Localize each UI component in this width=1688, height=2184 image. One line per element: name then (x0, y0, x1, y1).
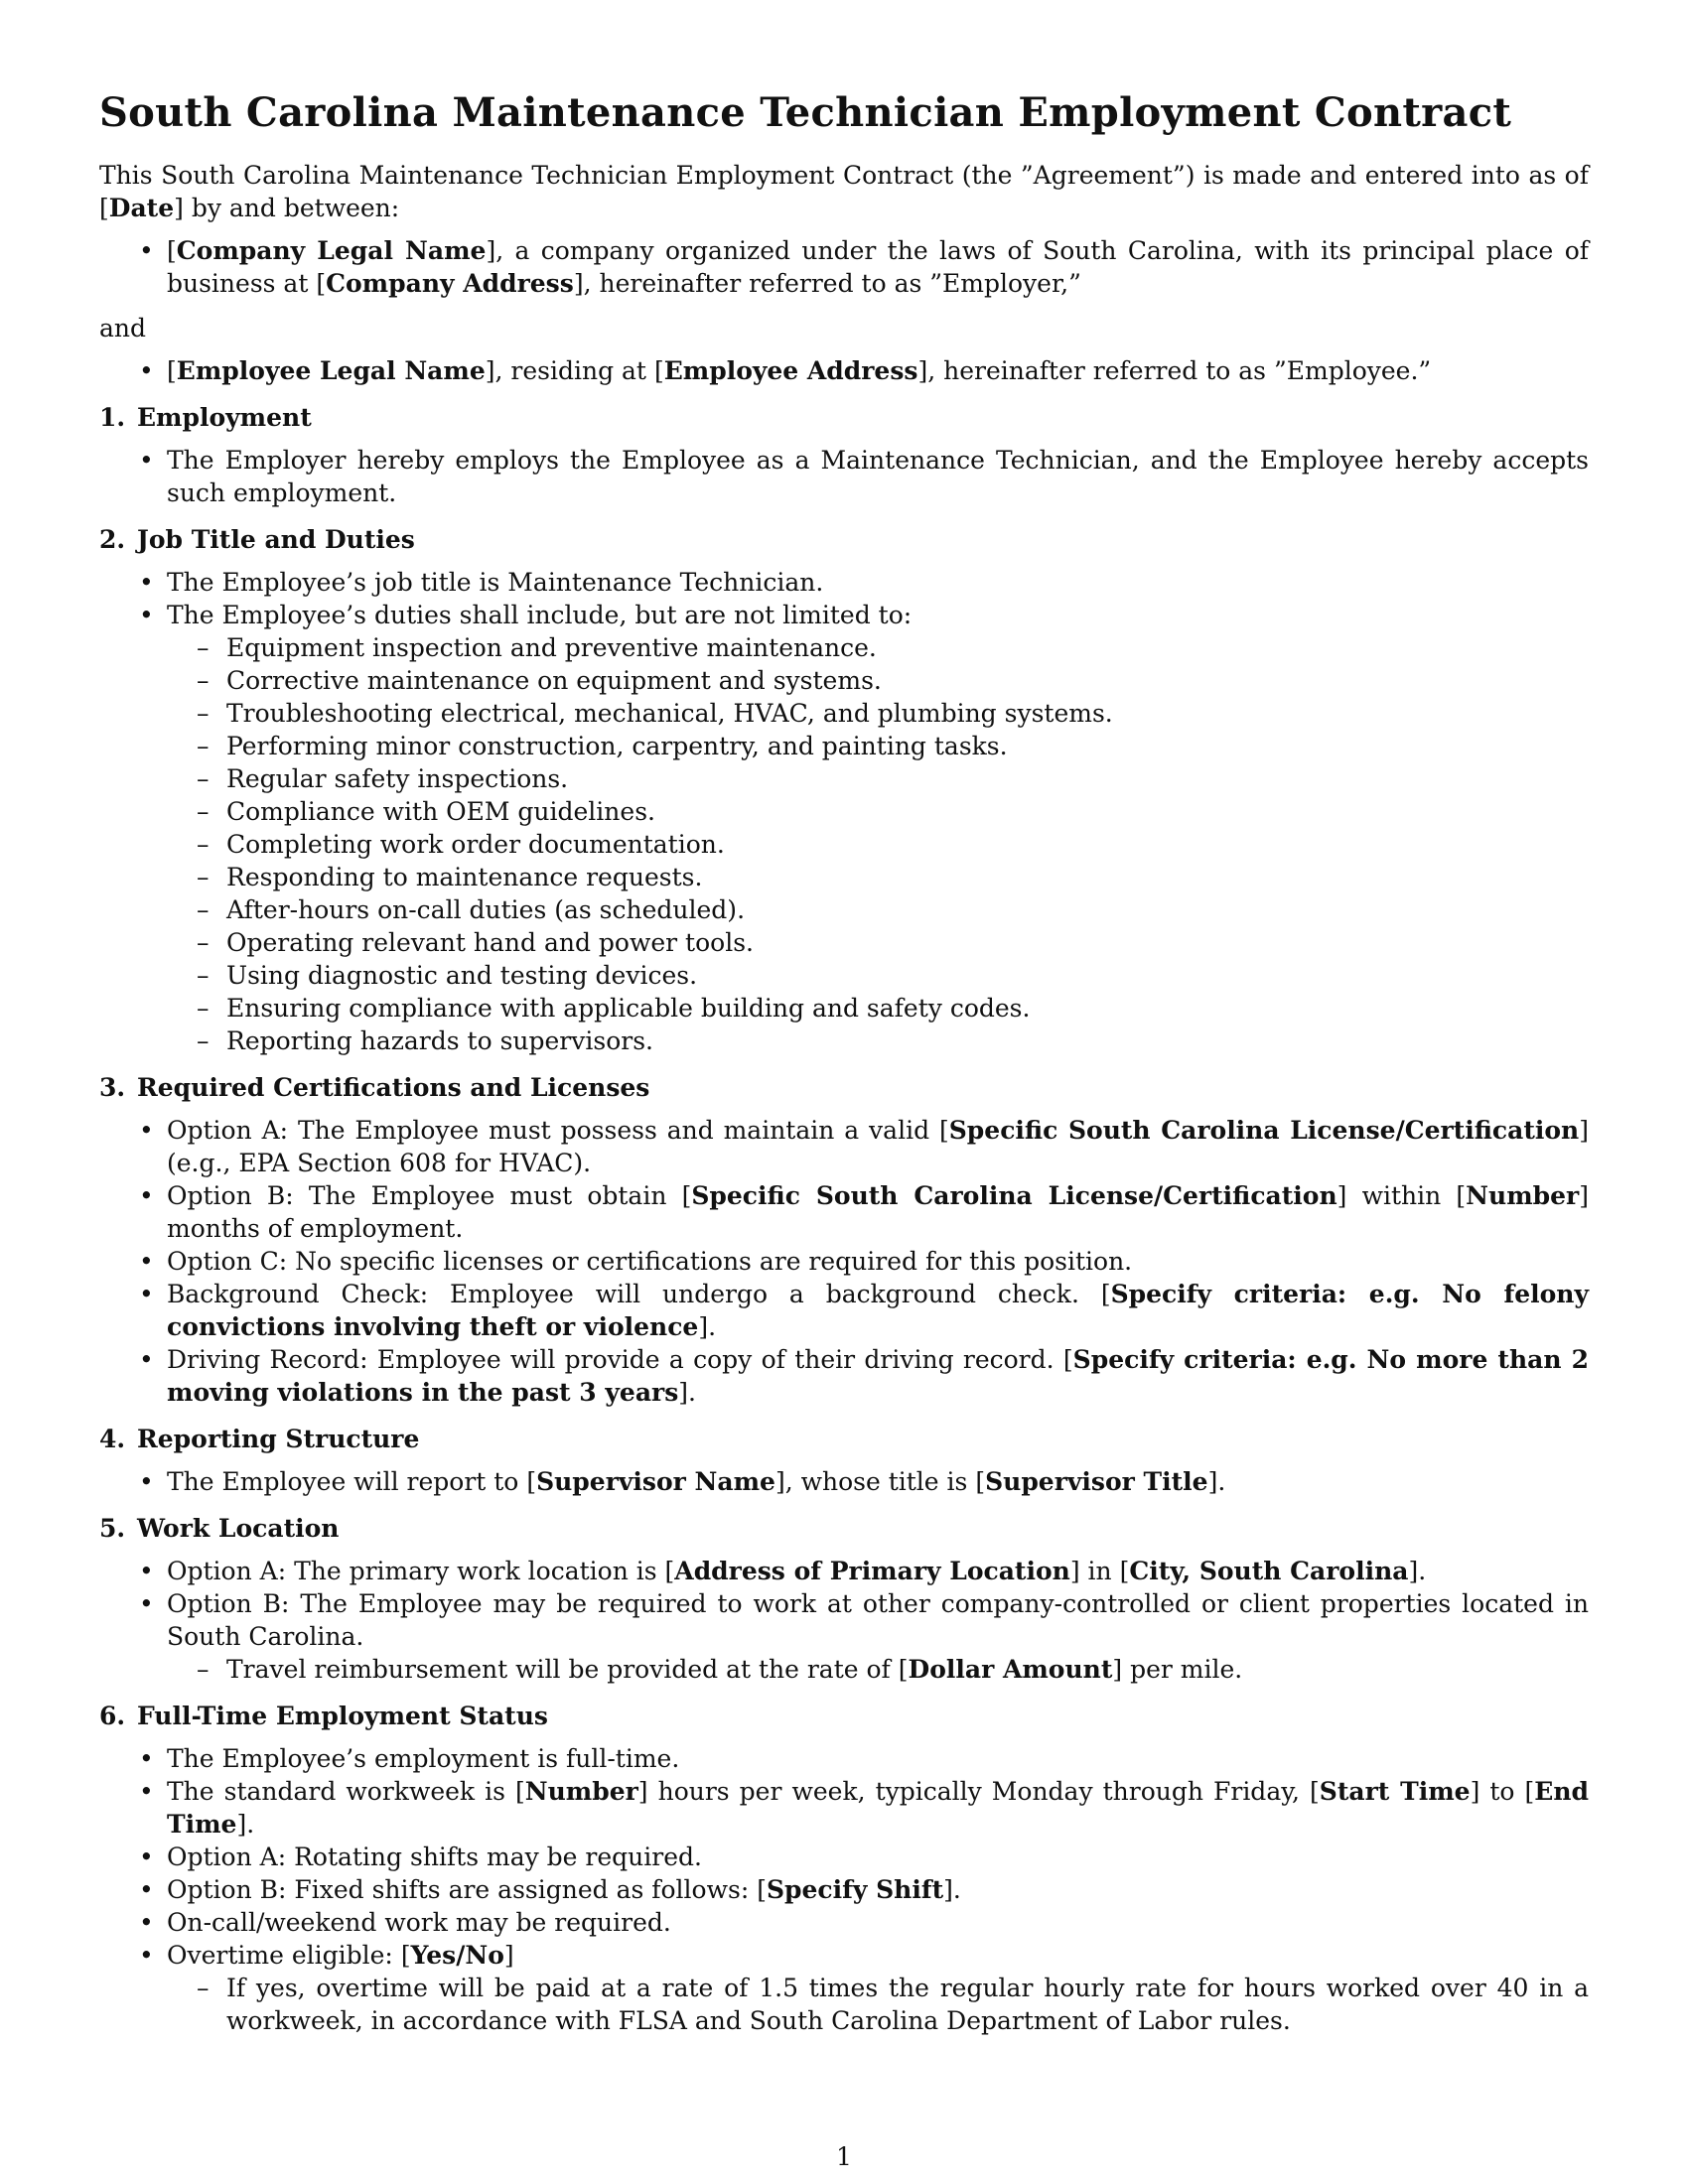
duty-item: – Ensuring compliance with applicable building and safety codes. (226, 992, 1589, 1024)
list-item: • Option A: Rotating shifts may be required. (167, 1841, 1589, 1873)
employer-text: , hereinafter referred to as ”Employer,” (583, 269, 1081, 298)
item-text: . (952, 1875, 961, 1904)
item-text: in (1079, 1557, 1120, 1585)
list-item: • Option A: The Employee must possess and maintain a valid [Specific South Carolina License/Certification] (e.g., EPA Section 608 for HVAC). (167, 1114, 1589, 1179)
shift-placeholder: Specify Shift (766, 1875, 944, 1904)
list-item: • The Employee will report to [Supervisor Name], whose title is [Supervisor Title]. (167, 1465, 1589, 1498)
date-placeholder: Date (108, 194, 175, 222)
item-text: . (1217, 1467, 1226, 1496)
section-heading-certifications (99, 1071, 1589, 1104)
section-heading-work-location (99, 1512, 1589, 1545)
duty-item: – Troubleshooting electrical, mechanical, HVAC, and plumbing systems. (226, 697, 1589, 730)
hours-placeholder: Number (524, 1777, 638, 1806)
section-number: 4. (99, 1425, 126, 1453)
license-placeholder: Specific South Carolina License/Certification (948, 1116, 1580, 1145)
duty-item: – Regular safety inspections. (226, 762, 1589, 795)
company-name-placeholder: Company Legal Name (176, 236, 487, 265)
item-text: Option A: The Employee must possess and maintain a valid (167, 1116, 939, 1145)
item-text: . (1418, 1557, 1427, 1585)
item-text: The standard workweek is (167, 1777, 515, 1806)
list-item (167, 599, 1589, 1057)
duty-item: – Using diagnostic and testing devices. (226, 959, 1589, 992)
section-title: Employment (137, 403, 312, 432)
employee-text: , residing at (494, 356, 654, 385)
license-placeholder: Specific South Carolina License/Certification (691, 1181, 1337, 1210)
travel-sublist (167, 1653, 1589, 1686)
section-title: Work Location (137, 1514, 340, 1543)
section-number: 5. (99, 1514, 126, 1543)
item-text: . (246, 1810, 255, 1839)
employee-address-placeholder: Employee Address (663, 356, 918, 385)
intro-text: by and between: (183, 194, 400, 222)
contract-body (99, 87, 1589, 2049)
section-heading-job-title (99, 523, 1589, 556)
item-text: Overtime eligible: (167, 1941, 401, 1970)
section-heading-full-time (99, 1700, 1589, 1732)
list-item: • The Employer hereby employs the Employee as a Maintenance Technician, and the Employee hereby accepts such employment. (167, 444, 1589, 509)
document-title: South Carolina Maintenance Technician Employment Contract (99, 89, 1512, 136)
item-text: Option B: The Employee may be required to work at other company-controlled or client properties located in South Carolina. (167, 1589, 1589, 1651)
intro-paragraph: This South Carolina Maintenance Technician Employment Contract (the ”Agreement”) is made and entered into as of [Date] by and between: (99, 161, 1589, 222)
section-number: 1. (99, 403, 126, 432)
section-4-list (99, 1465, 1589, 1498)
section-1-list (99, 444, 1589, 509)
item-text: months of employment. (167, 1214, 464, 1243)
location-address-placeholder: Address of Primary Location (674, 1557, 1070, 1585)
list-item: • The Employee’s job title is Maintenance Technician. (167, 566, 1589, 599)
section-heading-employment (99, 401, 1589, 434)
employer-party-list (99, 234, 1589, 300)
list-item: • Option B: The Employee must obtain [Specific South Carolina License/Certification] within [Number] months of employment. (167, 1179, 1589, 1245)
employer-text: , a company organized under the laws of South Carolina, with its principal place of business at (167, 236, 1589, 298)
item-text: Travel reimbursement will be provided at the rate of (226, 1655, 899, 1684)
company-address-placeholder: Company Address (326, 269, 574, 298)
list-item: • On-call/weekend work may be required. (167, 1906, 1589, 1939)
sub-item: – Travel reimbursement will be provided at the rate of [Dollar Amount] per mile. (226, 1653, 1589, 1686)
sub-item: – If yes, overtime will be paid at a rate of 1.5 times the regular hourly rate for hours worked over 40 in a workweek, in accordance with FLSA and South Carolina Department of Labor rules. (226, 1972, 1589, 2037)
section-6-list (99, 1742, 1589, 2037)
overtime-placeholder: Yes/No (410, 1941, 504, 1970)
dollar-amount-placeholder: Dollar Amount (908, 1655, 1113, 1684)
employee-text: , hereinafter referred to as ”Employee.” (927, 356, 1432, 385)
employee-party-list (99, 354, 1589, 387)
section-number: 3. (99, 1073, 126, 1102)
criteria-placeholder: Specify criteria: e.g. No felony convictions involving theft or violence (167, 1280, 1589, 1341)
criteria-placeholder: Specify criteria: e.g. No more than 2 moving violations in the past 3 years (167, 1345, 1589, 1407)
employee-party: • [Employee Legal Name], residing at [Employee Address], hereinafter referred to as ”Employee.” (167, 354, 1589, 387)
duty-item: – Responding to maintenance requests. (226, 861, 1589, 893)
list-item: • Option C: No specific licenses or certifications are required for this position. (167, 1245, 1589, 1278)
list-item: • The standard workweek is [Number] hours per week, typically Monday through Friday, [Start Time] to [End Time]. (167, 1775, 1589, 1841)
duty-item: – Equipment inspection and preventive maintenance. (226, 631, 1589, 664)
list-item: • The Employee’s employment is full-time. (167, 1742, 1589, 1775)
section-title: Job Title and Duties (137, 525, 415, 554)
duty-item: – After-hours on-call duties (as scheduled). (226, 893, 1589, 926)
list-item (167, 1587, 1589, 1686)
item-text: (e.g., EPA Section 608 for HVAC). (167, 1149, 592, 1177)
section-2-list (99, 566, 1589, 1057)
duties-intro: The Employee’s duties shall include, but are not limited to: (167, 601, 913, 629)
section-title: Reporting Structure (137, 1425, 420, 1453)
employer-party: • [Company Legal Name], a company organized under the laws of South Carolina, with its principal place of business at [Company Address], hereinafter referred to as ”Employer,” (167, 234, 1589, 300)
end-time-placeholder: End Time (167, 1777, 1589, 1839)
section-title: Required Certifications and Licenses (137, 1073, 650, 1102)
item-text: , whose title is (784, 1467, 976, 1496)
duty-item: – Compliance with OEM guidelines. (226, 795, 1589, 828)
item-text: Option B: Fixed shifts are assigned as follows: (167, 1875, 758, 1904)
list-item: • Overtime eligible: [Yes/No] – If yes, overtime will be paid at a rate of 1.5 times the regular hourly rate for hours worked over 40 in a workweek, in accordance with FLSA and South Carolina Department of Labor rules. (167, 1939, 1589, 2037)
item-text: The Employee will report to (167, 1467, 527, 1496)
item-text: within (1346, 1181, 1457, 1210)
intro-text: This South Carolina Maintenance Technician Employment Contract (the ”Agreement”) is made and entered into as of (99, 161, 1589, 190)
duty-item: – Completing work order documentation. (226, 828, 1589, 861)
duties-list (167, 631, 1589, 1057)
list-item: • Driving Record: Employee will provide a copy of their driving record. [Specify criteria: e.g. No more than 2 moving violations in the past 3 years]. (167, 1343, 1589, 1409)
number-placeholder: Number (1466, 1181, 1580, 1210)
section-3-list (99, 1114, 1589, 1409)
section-number: 2. (99, 525, 126, 554)
supervisor-name-placeholder: Supervisor Name (536, 1467, 775, 1496)
page-number: 1 (836, 2142, 852, 2171)
item-text: to (1479, 1777, 1525, 1806)
supervisor-title-placeholder: Supervisor Title (985, 1467, 1208, 1496)
section-title: Full-Time Employment Status (137, 1702, 548, 1730)
employee-name-placeholder: Employee Legal Name (176, 356, 486, 385)
list-item: • Option A: The primary work location is [Address of Primary Location] in [City, South Carolina]. (167, 1555, 1589, 1587)
item-text: . (708, 1312, 717, 1341)
duty-item: – Operating relevant hand and power tools. (226, 926, 1589, 959)
section-5-list (99, 1555, 1589, 1686)
section-heading-reporting (99, 1423, 1589, 1455)
duty-item: – Reporting hazards to supervisors. (226, 1024, 1589, 1057)
item-text: Option A: The primary work location is (167, 1557, 665, 1585)
city-placeholder: City, South Carolina (1129, 1557, 1409, 1585)
item-text: per mile. (1122, 1655, 1243, 1684)
duty-item: – Corrective maintenance on equipment and systems. (226, 664, 1589, 697)
and-connector: and (99, 314, 147, 342)
item-text: Option B: The Employee must obtain (167, 1181, 682, 1210)
list-item: • Option B: Fixed shifts are assigned as follows: [Specify Shift]. (167, 1873, 1589, 1906)
item-text: . (688, 1378, 696, 1407)
overtime-sublist (167, 1972, 1589, 2037)
item-text: Driving Record: Employee will provide a copy of their driving record. (167, 1345, 1063, 1374)
start-time-placeholder: Start Time (1319, 1777, 1471, 1806)
item-text: hours per week, typically Monday through Friday, (647, 1777, 1311, 1806)
item-text: Background Check: Employee will undergo a background check. (167, 1280, 1101, 1308)
list-item: • Background Check: Employee will undergo a background check. [Specify criteria: e.g. No felony convictions involving theft or violence]. (167, 1278, 1589, 1343)
section-number: 6. (99, 1702, 126, 1730)
duty-item: – Performing minor construction, carpentry, and painting tasks. (226, 730, 1589, 762)
